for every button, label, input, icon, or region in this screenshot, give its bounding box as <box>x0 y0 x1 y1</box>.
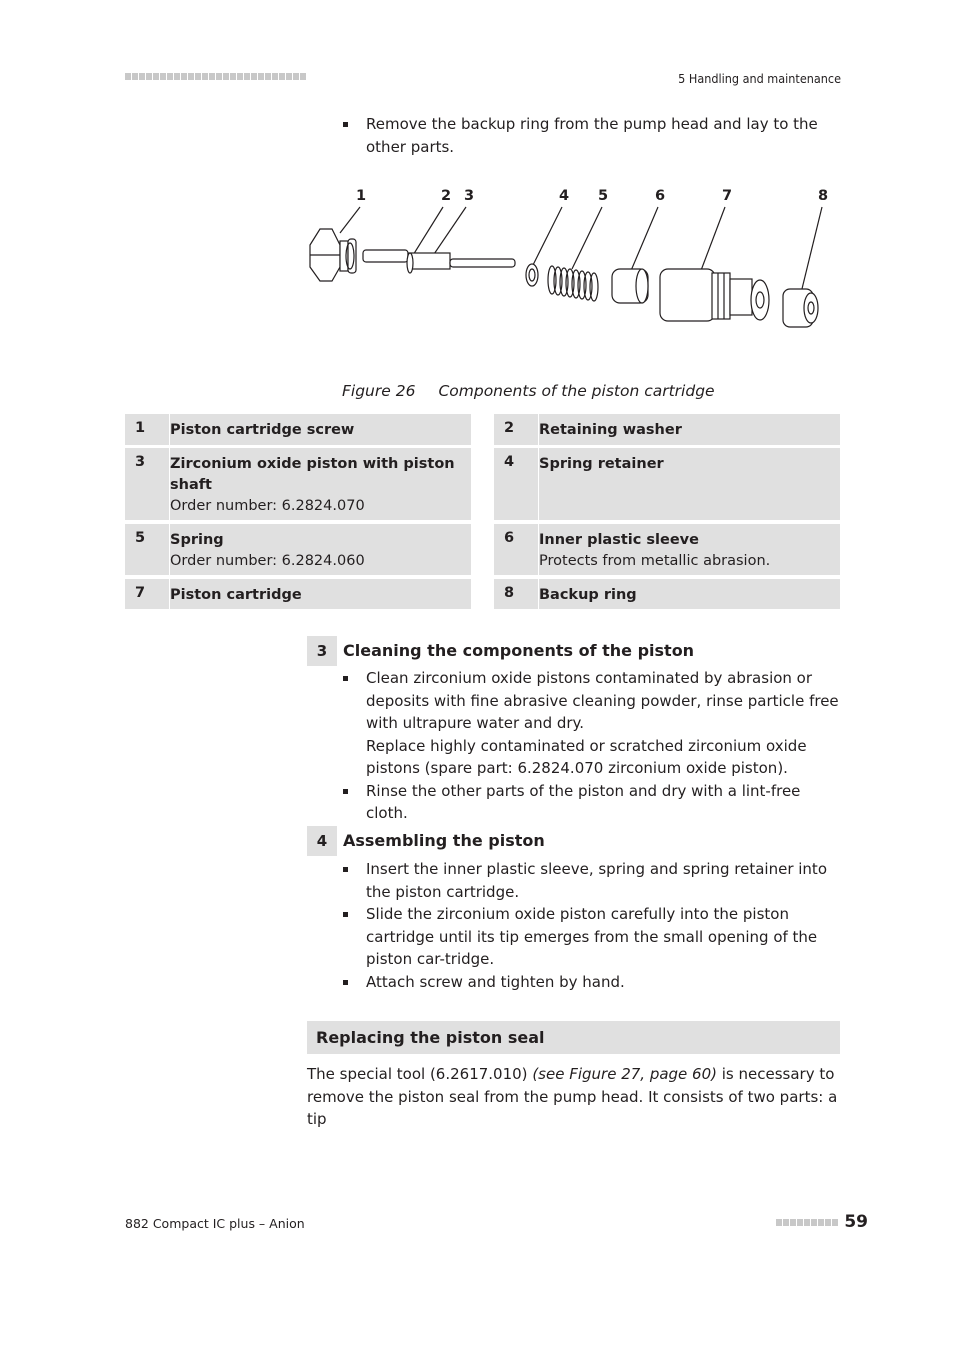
legend-title: Piston cartridge <box>170 587 302 603</box>
list-item: Slide the zirconium oxide piston carefully into the piston cartridge until its tip emerges from the small opening of the piston car-tridge. <box>343 903 843 971</box>
paragraph-text: is necessary to remove the piston seal from the pump head. It consists of two parts: a tip <box>307 1065 838 1128</box>
list-item: Rinse the other parts of the piston and dry with a lint-free cloth. <box>343 780 843 825</box>
legend-cell <box>494 524 840 575</box>
legend-number: 5 <box>125 524 170 575</box>
step-number: 3 <box>307 636 337 666</box>
header-section-title: 5 Handling and maintenance <box>678 71 841 86</box>
legend-number: 1 <box>125 414 170 445</box>
footer-decoration <box>776 1219 838 1226</box>
legend-cell <box>125 448 471 520</box>
callout-8: 8 <box>818 188 829 204</box>
callout-6: 6 <box>655 188 666 204</box>
legend-subtext: Order number: 6.2824.060 <box>170 553 365 569</box>
legend-subtext: Order number: 6.2824.070 <box>170 498 365 514</box>
legend-cell <box>125 524 471 575</box>
figure-caption <box>342 382 715 400</box>
legend-number: 4 <box>494 448 539 520</box>
legend-title: Backup ring <box>539 587 637 603</box>
figure-caption-text: Components of the piston cartridge <box>438 382 715 400</box>
legend-number: 7 <box>125 579 170 609</box>
list-item-continuation: Replace highly contaminated or scratched zirconium oxide pistons (spare part: 6.2824.070 zirconium oxide piston). <box>366 736 807 777</box>
callout-2: 2 <box>441 188 452 204</box>
legend-title: Retaining washer <box>539 422 682 438</box>
intro-bullet-list <box>343 113 843 158</box>
section-heading: Replacing the piston seal <box>307 1021 840 1054</box>
legend-number: 3 <box>125 448 170 520</box>
callout-7: 7 <box>722 188 733 204</box>
callout-1: 1 <box>356 188 367 204</box>
footer-page-block <box>776 1212 868 1232</box>
list-item: Insert the inner plastic sleeve, spring and spring retainer into the piston cartridge. <box>343 858 843 903</box>
legend-number: 8 <box>494 579 539 609</box>
legend-subtext: Protects from metallic abrasion. <box>539 553 771 569</box>
body-paragraph <box>307 1063 842 1131</box>
header-decoration <box>125 73 306 80</box>
footer-product-name: 882 Compact IC plus – Anion <box>125 1216 305 1231</box>
legend-cell <box>494 448 840 520</box>
cross-reference-link[interactable]: (see Figure 27, page 60) <box>532 1065 717 1083</box>
legend-title: Zirconium oxide piston with piston shaft <box>170 456 455 493</box>
list-item-text: Clean zirconium oxide pistons contaminated by abrasion or deposits with fine abrasive cleaning powder, rinse particle free with ultrapure water and dry. <box>366 669 839 732</box>
figure-label: Figure 26 <box>342 382 416 400</box>
legend-title: Inner plastic sleeve <box>539 532 699 548</box>
page-number: 59 <box>844 1212 868 1232</box>
legend-cell <box>125 579 471 609</box>
legend-number: 6 <box>494 524 539 575</box>
callout-5: 5 <box>598 188 609 204</box>
callout-4: 4 <box>559 188 570 204</box>
legend-number: 2 <box>494 414 539 445</box>
legend-cell <box>125 414 471 445</box>
step-title: Assembling the piston <box>343 831 545 850</box>
step-bullet-list <box>343 858 843 993</box>
callout-3: 3 <box>464 188 475 204</box>
legend-cell <box>494 579 840 609</box>
paragraph-text: The special tool (6.2617.010) <box>307 1065 533 1083</box>
piston-cartridge-illustration <box>300 205 845 335</box>
step-bullet-list <box>343 667 843 825</box>
list-item: Remove the backup ring from the pump head and lay to the other parts. <box>343 113 843 158</box>
step-title: Cleaning the components of the piston <box>343 641 695 660</box>
list-item: Attach screw and tighten by hand. <box>343 971 843 994</box>
step-number: 4 <box>307 826 337 856</box>
legend-title: Piston cartridge screw <box>170 422 355 438</box>
legend-title: Spring <box>170 532 224 548</box>
list-item <box>343 667 843 780</box>
legend-cell <box>494 414 840 445</box>
legend-title: Spring retainer <box>539 456 664 472</box>
